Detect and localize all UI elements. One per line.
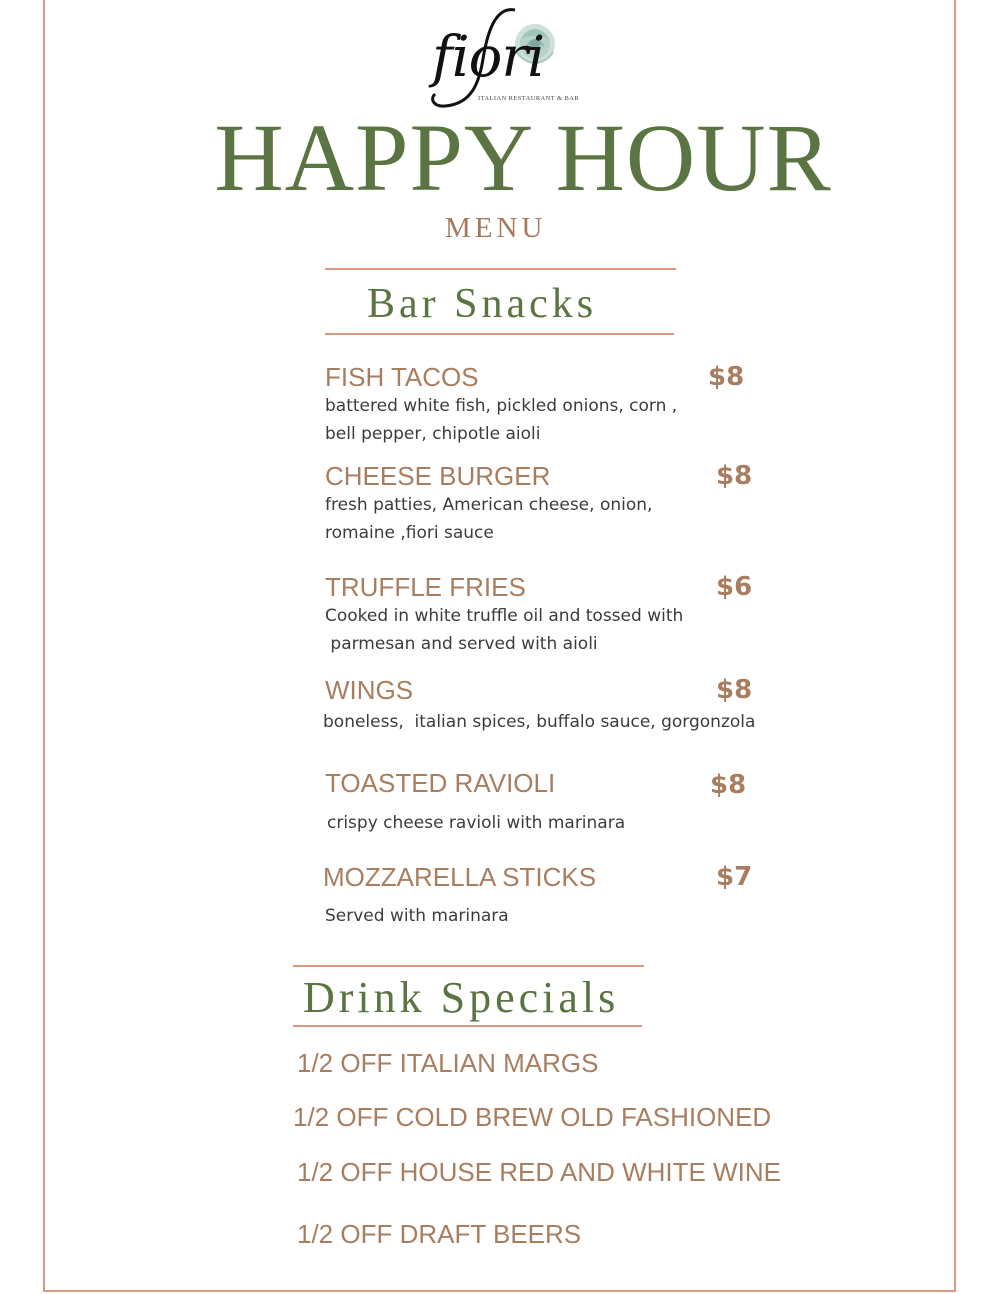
drink-special-item: 1/2 OFF COLD BREW OLD FASHIONED bbox=[293, 1102, 772, 1132]
logo-wordmark: fiori bbox=[432, 25, 545, 90]
drink-special-item: 1/2 OFF ITALIAN MARGS bbox=[297, 1048, 599, 1078]
menu-item-name: TOASTED RAVIOLI bbox=[325, 768, 556, 798]
section-heading-bar-snacks: Bar Snacks bbox=[367, 281, 598, 327]
menu-item-name: TRUFFLE FRIES bbox=[325, 572, 526, 602]
menu-item-name: MOZZARELLA STICKS bbox=[323, 862, 597, 892]
menu-item-price: $8 bbox=[716, 461, 753, 491]
divider bbox=[293, 1025, 642, 1027]
menu-item-price: $8 bbox=[710, 770, 747, 800]
drink-special-item: 1/2 OFF HOUSE RED AND WHITE WINE bbox=[297, 1157, 781, 1187]
menu-item-price: $8 bbox=[708, 362, 745, 392]
menu-item-description: Served with marinara bbox=[325, 906, 509, 926]
menu-item-description: parmesan and served with aioli bbox=[325, 634, 598, 654]
menu-item-name: FISH TACOS bbox=[325, 362, 479, 392]
page-title: HAPPY HOUR bbox=[214, 104, 832, 211]
menu-item-price: $7 bbox=[716, 862, 753, 892]
menu-item-price: $8 bbox=[716, 675, 753, 705]
menu-item-description: Cooked in white truffle oil and tossed with bbox=[325, 606, 684, 626]
menu-item-description: crispy cheese ravioli with marinara bbox=[327, 813, 626, 833]
drink-special-item: 1/2 OFF DRAFT BEERS bbox=[297, 1219, 582, 1249]
menu-item-description: fresh patties, American cheese, onion, bbox=[325, 495, 653, 515]
logo-tagline: ITALIAN RESTAURANT & BAR bbox=[478, 95, 580, 102]
page-subtitle: MENU bbox=[445, 212, 547, 244]
divider bbox=[293, 965, 644, 967]
menu-item-description: battered white fish, pickled onions, corn , bbox=[325, 396, 678, 416]
menu-item-description: romaine ,fiori sauce bbox=[325, 523, 494, 543]
menu-item-name: WINGS bbox=[325, 675, 414, 705]
menu-item-price: $6 bbox=[716, 572, 753, 602]
section-heading-drink-specials: Drink Specials bbox=[303, 973, 620, 1022]
menu-item-description: bell pepper, chipotle aioli bbox=[325, 424, 541, 444]
menu-item-name: CHEESE BURGER bbox=[325, 461, 551, 491]
menu-item-description: boneless, italian spices, buffalo sauce, gorgonzola bbox=[323, 712, 756, 732]
divider bbox=[325, 268, 676, 270]
divider bbox=[325, 333, 674, 335]
